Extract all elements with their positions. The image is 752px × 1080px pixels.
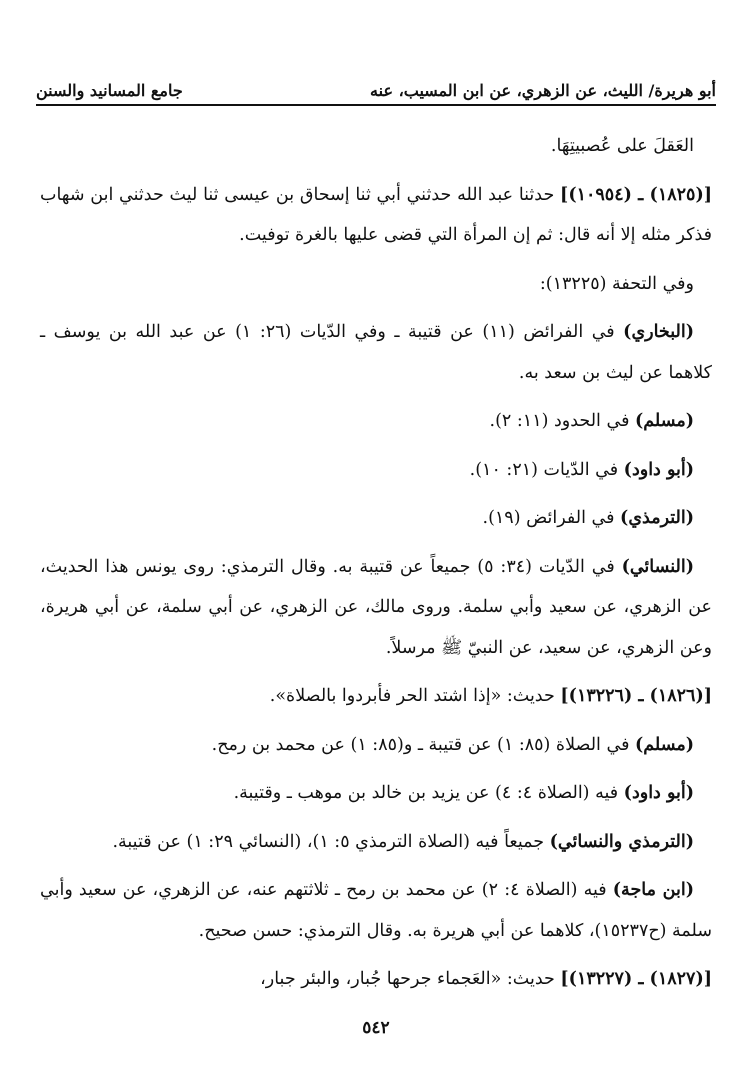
source-paragraph: (مسلم) في الحدود (١١: ٢).: [489, 411, 694, 431]
source-paragraph: (البخاري) في الفرائض (١١) عن قتيبة ـ وفي الدّيات (٢٦: ١) عن عبد الله بن يوسف ـ كلاهما عن ليث بن سعد به.: [40, 322, 712, 383]
page-number: ٥٤٢: [362, 1018, 390, 1038]
source-paragraph: (الترمذي والنسائي) جميعاً فيه (الصلاة الترمذي ٥: ١)، (النسائي ٢٩: ١) عن قتيبة.: [112, 831, 694, 852]
page-body: [40, 126, 712, 1008]
source-name: (البخاري): [623, 322, 694, 342]
hadith-paragraph: [(١٨٢٦) ـ (١٣٢٢٦)] حديث: «إذا اشتد الحر فأبردوا بالصلاة».: [269, 686, 712, 706]
header-divider: [36, 104, 716, 106]
source-paragraph: (ابن ماجة) فيه (الصلاة ٤: ٢) عن محمد بن رمح ـ ثلاثتهم عنه، عن الزهري، عن سعيد وأبي سلمة (ح١٥٢٣٧)، كلاهما عن أبي هريرة به. وقال الترمذي: حسن صحيح.: [40, 880, 712, 941]
source-name: (النسائي): [621, 556, 694, 577]
hadith-paragraph: [(١٨٢٥) ـ (١٠٩٥٤)] حدثنا عبد الله حدثني أبي ثنا إسحاق بن عيسى ثنا ليث حدثني ابن شهاب فذكر مثله إلا أنه قال: ثم إن المرأة التي قضى عليها بالغرة توفيت.: [40, 184, 712, 245]
source-paragraph: (مسلم) في الصلاة (٨٥: ١) عن قتيبة ـ و(٨٥: ١) عن محمد بن رمح.: [211, 734, 694, 755]
hadith-number: [(١٨٢٦) ـ (١٣٢٢٦)]: [560, 686, 712, 706]
header-right-title: أبو هريرة/ الليث، عن الزهري، عن ابن المسيب، عنه: [370, 81, 716, 100]
paragraph: العَقلَ على عُصبيتِهَا.: [550, 136, 694, 156]
source-paragraph: (أبو داود) فيه (الصلاة ٤: ٤) عن يزيد بن خالد بن موهب ـ وقتيبة.: [233, 783, 694, 803]
source-name: (أبو داود): [623, 459, 694, 480]
running-header: [36, 66, 716, 100]
source-name: (الترمذي والنسائي): [549, 831, 694, 852]
source-name: (مسلم): [635, 734, 694, 755]
source-paragraph: (النسائي) في الدّيات (٣٤: ٥) جميعاً عن قتيبة به. وقال الترمذي: روى يونس هذا الحديث، عن الزهري، عن سعيد وأبي سلمة. وروى مالك، عن الزهري، عن أبي سلمة، عن أبي هريرة، وعن الزهري، عن سعيد، عن النبيّ ﷺ مرسلاً.: [40, 556, 712, 658]
header-left-title: جامع المسانيد والسنن: [36, 81, 183, 100]
hadith-number: [(١٨٢٥) ـ (١٠٩٥٤)]: [560, 184, 712, 205]
source-paragraph: (أبو داود) في الدّيات (٢١: ١٠).: [469, 459, 694, 480]
source-paragraph: (الترمذي) في الفرائض (١٩).: [482, 508, 694, 528]
hadith-number: [(١٨٢٧) ـ (١٣٢٢٧)]: [560, 969, 712, 989]
source-name: (أبو داود): [623, 783, 694, 803]
paragraph: وفي التحفة (١٣٢٢٥):: [539, 273, 694, 294]
hadith-paragraph: [(١٨٢٧) ـ (١٣٢٢٧)] حديث: «العَجماء جرحها جُبار، والبئر جبار،: [260, 969, 712, 989]
source-name: (مسلم): [635, 411, 694, 431]
source-name: (ابن ماجة): [612, 880, 694, 900]
source-name: (الترمذي): [620, 508, 694, 528]
